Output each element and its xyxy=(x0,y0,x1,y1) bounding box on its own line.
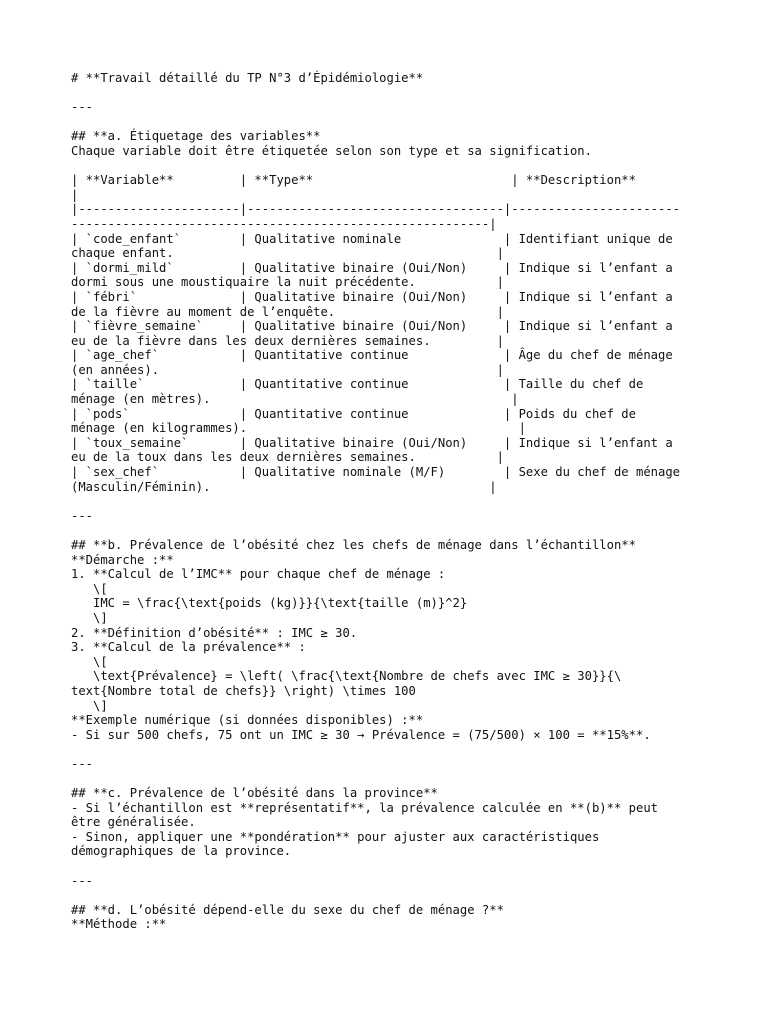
doc-line: | **Variable** | **Type** | **Description** xyxy=(71,173,636,188)
document-page xyxy=(71,71,751,932)
doc-line: \] xyxy=(71,610,108,625)
doc-line: **Démarche :** xyxy=(71,552,174,567)
doc-line xyxy=(71,772,751,787)
doc-line: ## **d. L’obésité dépend-elle du sexe du chef de ménage ?** xyxy=(71,902,504,917)
doc-line xyxy=(71,859,751,874)
doc-line: ## **c. Prévalence de l’obésité dans la province** xyxy=(71,786,438,801)
doc-line: \text{Prévalence} = \left( \frac{\text{Nombre de chefs avec IMC ≥ 30}}{\ xyxy=(71,669,622,684)
doc-line: |----------------------|-----------------------------------|----------------------- xyxy=(71,202,681,217)
doc-line: (Masculin/Féminin). | xyxy=(71,479,497,494)
doc-line: | `age_chef` | Quantitative continue | Âge du chef de ménage xyxy=(71,348,673,363)
doc-line: chaque enfant. | xyxy=(71,246,504,261)
doc-line: --- xyxy=(71,756,94,771)
doc-line xyxy=(71,115,751,130)
doc-line: | `fièvre_semaine` | Qualitative binaire (Oui/Non) | Indique si l’enfant a xyxy=(71,319,673,334)
doc-line: 1. **Calcul de l’IMC** pour chaque chef de ménage : xyxy=(71,567,446,582)
doc-line: être généralisée. xyxy=(71,815,196,830)
doc-line: ménage (en mètres). | xyxy=(71,392,519,407)
doc-line: de la fièvre au moment de l’enquête. | xyxy=(71,304,504,319)
doc-line: | `fébri` | Qualitative binaire (Oui/Non) | Indique si l’enfant a xyxy=(71,289,673,304)
doc-line xyxy=(71,742,751,757)
doc-line xyxy=(71,494,751,509)
doc-line: | `code_enfant` | Qualitative nominale | Identifiant unique de xyxy=(71,231,673,246)
doc-line: | xyxy=(71,187,79,202)
doc-line xyxy=(71,86,751,101)
doc-line: ménage (en kilogrammes). | xyxy=(71,421,526,436)
doc-line: --- xyxy=(71,508,94,523)
doc-line: 3. **Calcul de la prévalence** : xyxy=(71,640,306,655)
doc-line: démographiques de la province. xyxy=(71,844,292,859)
doc-line: \] xyxy=(71,698,108,713)
doc-line: | `pods` | Quantitative continue | Poids du chef de xyxy=(71,406,636,421)
doc-line: (en années). | xyxy=(71,362,504,377)
doc-line: --- xyxy=(71,873,94,888)
doc-line: | `toux_semaine` | Qualitative binaire (Oui/Non) | Indique si l’enfant a xyxy=(71,435,673,450)
doc-line: - Si sur 500 chefs, 75 ont un IMC ≥ 30 → Prévalence = (75/500) × 100 = **15%**. xyxy=(71,727,651,742)
doc-line: ## **a. Étiquetage des variables** xyxy=(71,129,321,144)
doc-line xyxy=(71,888,751,903)
doc-line xyxy=(71,523,751,538)
doc-line: --- xyxy=(71,100,94,115)
doc-line: | `taille` | Quantitative continue | Taille du chef de xyxy=(71,377,644,392)
doc-line: eu de la fièvre dans les deux dernières semaines. | xyxy=(71,333,504,348)
doc-line: \[ xyxy=(71,581,108,596)
doc-line: ---------------------------------------------------------| xyxy=(71,216,497,231)
doc-line xyxy=(71,159,751,174)
doc-line: # **Travail détaillé du TP N°3 d’Épidémiologie** xyxy=(71,71,424,85)
doc-line: ## **b. Prévalence de l’obésité chez les chefs de ménage dans l’échantillon** xyxy=(71,538,636,552)
doc-line: - Sinon, appliquer une **pondération** pour ajuster aux caractéristiques xyxy=(71,829,600,844)
doc-line: dormi sous une moustiquaire la nuit précédente. | xyxy=(71,275,504,290)
doc-line: text{Nombre total de chefs}} \right) \times 100 xyxy=(71,683,416,698)
doc-line: | `sex_chef` | Qualitative nominale (M/F) | Sexe du chef de ménage xyxy=(71,465,681,480)
doc-line: - Si l’échantillon est **représentatif**, la prévalence calculée en **(b)** peut xyxy=(71,800,658,815)
doc-line: eu de la toux dans les deux dernières semaines. | xyxy=(71,450,504,465)
doc-line: 2. **Définition d’obésité** : IMC ≥ 30. xyxy=(71,625,358,640)
doc-line: **Exemple numérique (si données disponibles) :** xyxy=(71,713,424,728)
doc-line: Chaque variable doit être étiquetée selon son type et sa signification. xyxy=(71,143,592,158)
doc-line: \[ xyxy=(71,654,108,669)
doc-line: **Méthode :** xyxy=(71,917,167,932)
doc-line: IMC = \frac{\text{poids (kg)}}{\text{taille (m)}^2} xyxy=(71,596,468,611)
doc-line: | `dormi_mild` | Qualitative binaire (Oui/Non) | Indique si l’enfant a xyxy=(71,260,673,275)
